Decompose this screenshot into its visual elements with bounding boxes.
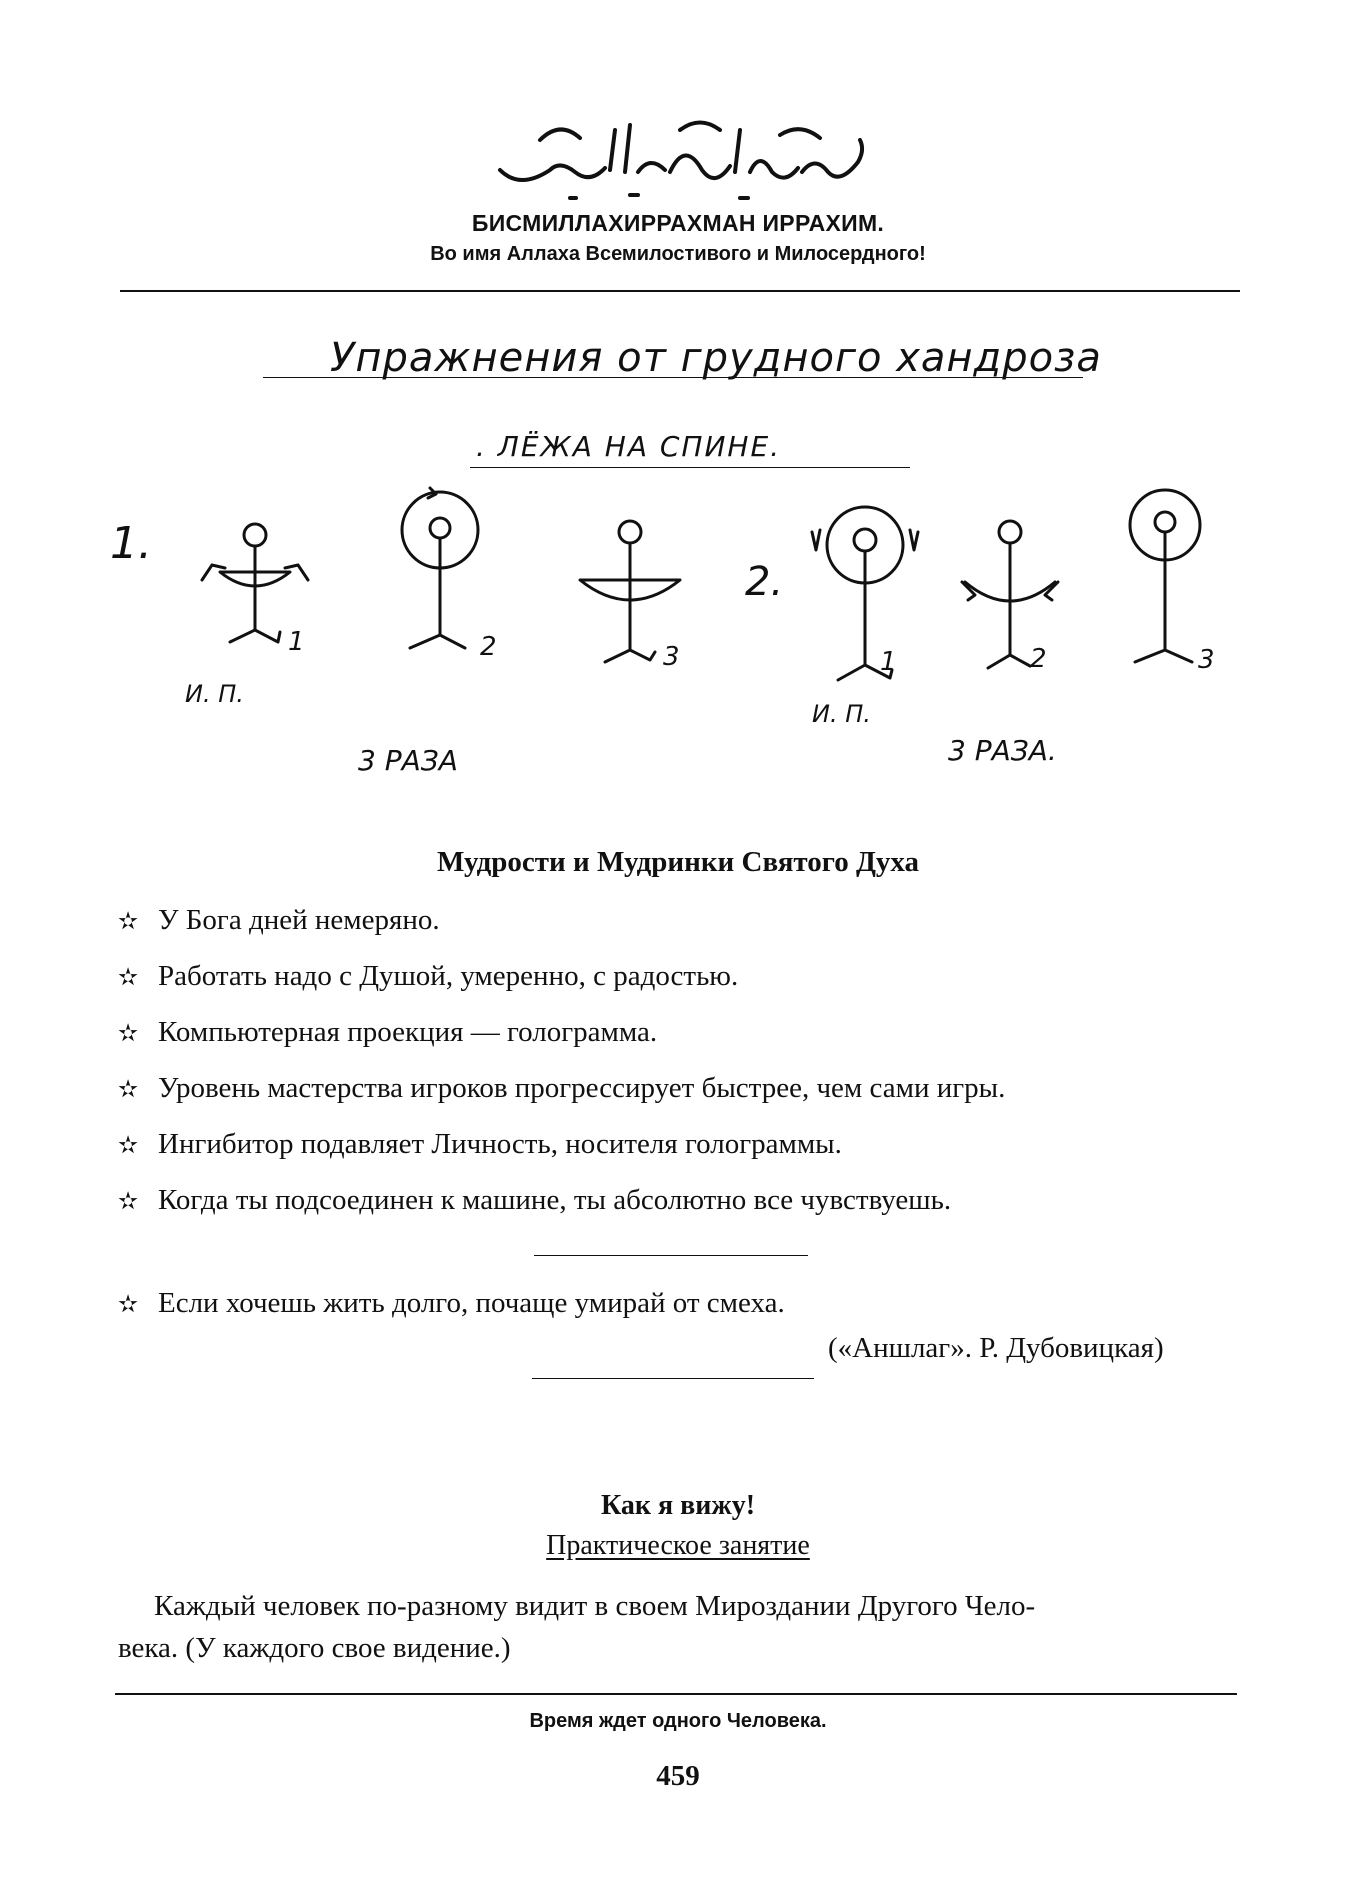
star-icon: ✫ xyxy=(118,1187,139,1215)
wisdom-item xyxy=(118,956,1258,1012)
practice-title: Как я вижу! xyxy=(600,1490,756,1521)
exercise2-step-3: 3 xyxy=(1198,645,1215,675)
practice-paragraph-line-1: Каждый человек по-разному видит в своем Мироздании Другого Чело- xyxy=(154,1590,1036,1622)
exercise1-start-label: И. П. xyxy=(185,680,244,708)
exercise1-figure3 xyxy=(580,521,680,662)
exercise2-start-label: И. П. xyxy=(812,700,871,728)
bismillah-translation: Во имя Аллаха Всемилостивого и Милосердного! xyxy=(430,243,926,265)
wisdom-item xyxy=(118,1068,1258,1124)
quote-item xyxy=(118,1287,785,1320)
practice-paragraph xyxy=(118,1585,1238,1669)
wisdom-item xyxy=(118,1012,1258,1068)
practice-subtitle-text: Практическое занятие xyxy=(546,1530,810,1561)
wisdom-item-text: Уровень мастерства игроков прогрессирует быстрее, чем сами игры. xyxy=(158,1072,1006,1104)
star-icon: ✫ xyxy=(118,907,139,935)
star-icon: ✫ xyxy=(118,1131,139,1159)
wisdom-item-text: Компьютерная проекция — голограмма. xyxy=(158,1016,658,1048)
wisdom-item-text: Когда ты подсоединен к машине, ты абсолютно все чувствуешь. xyxy=(158,1184,952,1216)
header-rule xyxy=(120,290,1240,292)
wisdom-item xyxy=(118,1180,1258,1236)
wisdom-item-text: У Бога дней немеряно. xyxy=(158,904,440,936)
exercise2-repeat: 3 РАЗА. xyxy=(948,734,1057,767)
footer-rule xyxy=(115,1693,1237,1695)
exercise1-step-2: 2 xyxy=(480,632,497,662)
exercise1-number: 1. xyxy=(110,518,152,569)
quote-text: Если хочешь жить долго, почаще умирай от смеха. xyxy=(158,1287,785,1319)
bismillah-transliteration: БИСМИЛЛАХИРРАХМАН ИРРАХИМ. xyxy=(471,210,885,236)
quote-attribution: («Аншлаг». Р. Дубовицкая) xyxy=(828,1332,1164,1364)
separator-line xyxy=(532,1378,814,1379)
handwritten-subtitle: . ЛЁЖА НА СПИНЕ. xyxy=(476,430,782,463)
wisdom-item-text: Ингибитор подавляет Личность, носителя голограммы. xyxy=(158,1128,842,1160)
exercise1-step-3: 3 xyxy=(663,642,680,672)
page-number: 459 xyxy=(656,1760,700,1792)
practice-paragraph-line-2: века. (У каждого свое видение.) xyxy=(118,1632,511,1664)
exercise1-step-1: 1 xyxy=(288,627,305,657)
star-icon: ✫ xyxy=(118,1075,139,1103)
wisdom-item-text: Работать надо с Душой, умеренно, с радостью. xyxy=(158,960,739,992)
footer-motto: Время ждет одного Человека. xyxy=(529,1710,827,1732)
exercise2-step-2: 2 xyxy=(1030,644,1047,674)
wisdom-item xyxy=(118,1124,1258,1180)
bismillah-calligraphy xyxy=(480,100,880,210)
exercise1-figure1 xyxy=(202,524,308,642)
handwritten-subtitle-underline xyxy=(470,467,910,468)
exercise2-figure3 xyxy=(1130,490,1200,662)
exercise2-step-1: 1 xyxy=(880,647,897,677)
star-icon: ✫ xyxy=(118,1019,139,1047)
practice-subtitle xyxy=(0,1530,1356,1562)
star-icon: ✫ xyxy=(118,1290,139,1318)
exercise1-figure2 xyxy=(402,488,478,648)
exercise-figures xyxy=(100,470,1280,800)
separator-line xyxy=(534,1255,808,1256)
handwritten-title-underline xyxy=(263,377,1083,378)
wisdom-item xyxy=(118,900,1258,956)
exercise2-number: 2. xyxy=(745,559,784,605)
wisdom-list xyxy=(118,900,1258,1236)
wisdom-section-title: Мудрости и Мудринки Святого Духа xyxy=(436,846,920,878)
star-icon: ✫ xyxy=(118,963,139,991)
exercise2-figure1 xyxy=(812,507,918,680)
exercise1-repeat: 3 РАЗА xyxy=(358,744,458,777)
handwritten-title: Упражнения от грудного хандроза xyxy=(330,335,1102,381)
